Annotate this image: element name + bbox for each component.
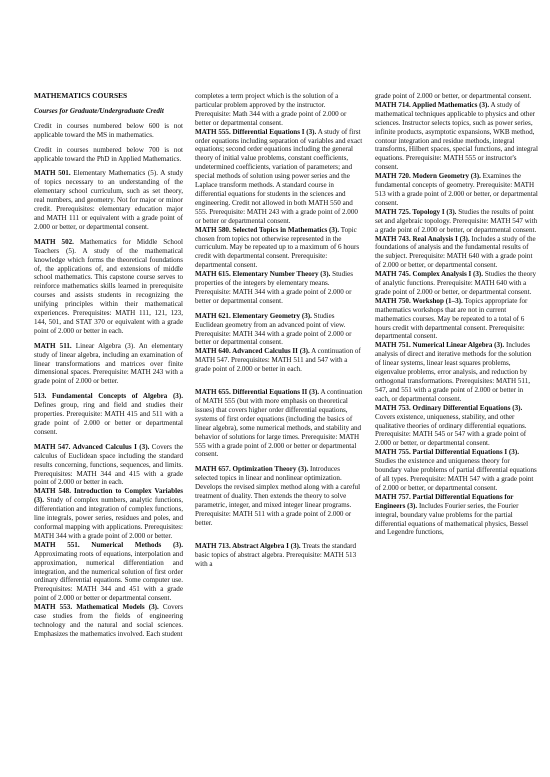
course-description: Studies properties of the integers by elementary means. Prerequisite: MATH 344 with a grade point of 2.000 or better or departmental consent. [195,270,354,305]
credit-note-600: Credit in courses numbered below 600 is not applicable toward the MS in mathematics. [34,121,183,139]
course-description: Defines group, ring and field and studies their properties. Prerequisite: MATH 415 and 511 with a grade point of 2.000 or better or departmental consent. [34,401,183,436]
course-description: Topic chosen from topics not otherwise represented in the curriculum. May be repeated up to a maximum of 6 hours credit with departmental consent. Prerequisite: departmental consent. [195,225,360,270]
course-description: Linear Algebra (3). An elementary study of linear algebra, including an examination of linear transformations and matrices over finite dimensional spaces. Prerequisite: MATH 243 with a grade point of 2.000 or better. [34,341,183,386]
course-math-553 [34,603,183,639]
section-heading: MATHEMATICS COURSES [34,91,128,100]
column-spacer [195,528,363,536]
course-math-551 [34,541,183,603]
course-description: Covers case studies from the fields of engineering technology and the natural and social sciences. Emphasizes the mathematics involved. Each student [34,603,183,638]
section-subheading: Courses for Graduate/Undergraduate Credit [34,106,164,115]
course-description: Elementary Mathematics (5). A study of topics necessary to an understanding of the elementary school curriculum, such as set theory, real numbers, and geometry. Not for major or minor credit. Prerequisites: elementary education major and MATH 111 or equivalent with a grade point of 2.000 or better, or departmental consent. [34,169,183,231]
course-description: A continuation of MATH 547. Prerequisites: MATH 511 and 547 with a grade point of 2.000 or better in each. [195,347,361,374]
course-math-511 [34,342,183,387]
course-title: MATH 714. Applied Mathematics (3). [375,100,490,109]
column-2 [195,92,363,639]
course-title: MATH 511. [34,341,72,350]
course-math-750 [375,297,538,342]
course-title: MATH 713. Abstract Algebra I (3). [195,541,301,550]
course-math-640 [195,347,363,374]
course-continuation: grade point of 2.000 or better, or departmental consent. [375,92,532,100]
course-title: MATH 502. [34,237,74,246]
course-math-757 [375,493,538,538]
course-title: MATH 621. Elementary Geometry (3). [195,311,312,320]
course-title: MATH 547. Advanced Calculus I (3). [34,442,150,451]
course-description: A continuation of MATH 555 (but with more emphasis on theoretical issues) that covers higher order differential equations, systems of first order equations (including the basics of linear algebra), some numerical methods, and stability and behavior of solutions for large times. Prerequisite: MATH 555 with a grade point of 2.000 or better or departmental consent. [195,388,363,459]
course-math-751 [375,341,538,403]
course-description: Studies the theory of analytic functions. Prerequisite: MATH 640 with a grade point of 2.000 or better, or departmental consent. [375,270,537,296]
course-title: MATH 757. Partial Differential Equations for Engineers (3). [375,492,514,510]
course-title: MATH 640. Advanced Calculus II (3). [195,347,310,356]
course-description: Studies Euclidean geometry from an advanced point of view. Prerequisite: MATH 344 with a grade point of 2.000 or better or departmental consent. [195,311,352,347]
course-description: Topics appropriate for mathematics workshops that are not in current mathematics courses. May be repeated to a total of 6 hours credit with departmental consent. Prerequisite: departmental consent. [375,296,528,341]
course-title: MATH 751. Numerical Linear Algebra (3). [375,341,505,350]
course-math-725 [375,208,538,235]
column-3 [375,92,538,639]
course-description: Treats the standard basic topics of abstract algebra. Prerequisite: MATH 513 with a [195,541,357,568]
credit-note-700: Credit in courses numbered below 700 is not applicable toward the PhD in Applied Mathematics. [34,145,183,163]
course-math-548 [34,487,183,540]
course-description: Includes analysis of direct and iterative methods for the solution of linear systems, linear least squares problems, eigenvalue problems, error analysis, and reduction by orthogonal transformations. Prerequisites: MATH 511, 547, and 551 with a grade point of 2.000 or better in each, or departmental consent. [375,341,532,403]
course-description: Studies the existence and uniqueness theory for boundary value problems of partial differential equations of all types. Prerequisite: MATH 547 with a grade point of 2.000 or better, or departmental consent. [375,457,537,492]
column-spacer [195,374,363,382]
course-continuation: completes a term project which is the solution of a particular problem approved by the instructor. Prerequisite: Math 344 with a grade point of 2.000 or better or departmental consent. [195,92,347,127]
course-description: Covers the calculus of Euclidean space including the standard results concerning, functions, sequences, and limits. Prerequisites: MATH 344 and 415 with a grade point of 2.000 or better in each. [34,442,184,487]
course-title: MATH 615. Elementary Number Theory (3). [195,270,331,279]
three-column-layout [34,91,538,639]
course-title: MATH 555. Differential Equations I (3). [195,127,317,136]
course-math-745 [375,270,538,297]
course-title: MATH 755. Partial Differential Equations I (3). [375,448,519,457]
course-title: MATH 743. Real Analysis I (3). [375,234,470,243]
course-description: A study of mathematical techniques applicable to physics and other sciences. Instructor selects topics, such as power series, infinite products, asymptotic expansions, WKB method, contour integration and residue methods, integral transforms, Hilbert spaces, special functions, and integral equations. Prerequisite: MATH 555 or instructor's consent. [375,100,538,172]
course-math-502 [34,238,183,336]
course-math-755 [375,448,538,493]
course-title: MATH 745. Complex Analysis I (3). [375,270,484,279]
course-math-615 [195,270,363,306]
course-title: MATH 725. Topology I (3). [375,207,457,216]
course-title: MATH 750. Workshop (1–3). [375,296,463,305]
course-title: MATH 501. [34,169,71,178]
course-description: Includes a study of the foundations of analysis and the fundamental results of the subject. Prerequisite: MATH 640 with a grade point of 2.000 or better, or departmental consent. [375,234,536,270]
course-math-621 [195,312,363,348]
course-description: Mathematics for Middle School Teachers (5). A study of the mathematical knowledge which forms the theoretical foundations of, the applications of, and extensions of middle school mathematics. This capstone course serves to reinforce mathematics skills learned in prerequisite courses and assists students in recognizing the unifying principles within their mathematical experiences. Prerequisites: MATH 111, 121, 123, 144, 501, and STAT 370 or equivalent with a grade point of 2.000 or better in each. [34,237,184,335]
course-math-501 [34,169,183,231]
course-description: Covers existence, uniqueness, stability, and other qualitative theories of ordinary differential equations. Prerequisite: MATH 545 or 547 with a grade point of 2.000 or better, or departmental consent. [375,412,527,448]
course-math-743 [375,235,538,271]
course-description: Examines the fundamental concepts of geometry. Prerequisite: MATH 513 with a grade point of 2.000 or better, or departmental consent. [375,172,538,207]
course-math-720 [375,172,538,208]
course-math-655 [195,388,363,459]
course-math-555 [195,128,363,226]
course-title: 513. Fundamental Concepts of Algebra (3). [34,392,183,401]
course-math-513 [34,392,183,437]
course-title: MATH 655. Differential Equations II (3). [195,388,320,397]
course-description: Studies the results of point set and algebraic topology. Prerequisite: MATH 547 with a grade point of 2.000 or better, or departmental consent. [375,207,538,234]
course-description: Approximating roots of equations, interpolation and approximation, numerical differentiation and integration, and the numerical solution of first order ordinary differential equations. Some computer use. Prerequisites: MATH 344 and 451 with a grade point of 2.000 or better or departmental consent. [34,549,183,603]
course-title: MATH 553. Mathematical Models (3). [34,603,159,612]
course-title: MATH 551. Numerical Methods (3). [34,540,183,549]
course-title: MATH 657. Optimization Theory (3). [195,465,309,474]
course-title: MATH 753. Ordinary Differential Equations (3). [375,403,523,412]
course-math-580 [195,226,363,271]
course-title: MATH 548. Introduction to Complex Variables (3). [34,487,183,505]
course-math-753 [375,404,538,449]
course-description: Includes Fourier series, the Fourier integral, boundary value problems for the partial differential equations of mathematical physics, Bessel and Legendre functions, [375,501,529,537]
column-1 [34,92,183,639]
course-math-713 [195,542,363,569]
course-description: Study of complex numbers, analytic functions, differentiation and integration of complex functions, line integrals, power series, residues and poles, and conformal mapping with applications. Prerequisites: MATH 344 with a grade point of 2.000 or better. [34,496,183,540]
course-math-714 [375,101,538,172]
course-title: MATH 580. Selected Topics in Mathematics (3). [195,225,340,234]
course-math-657 [195,465,363,527]
course-description: Introduces selected topics in linear and nonlinear optimization. Develops the revised simplex method along with a careful treatment of duality. Then extends the theory to solve parametric, integer, and mixed integer linear programs. Prerequisite: MATH 511 with a grade point of 2.000 or better. [195,465,361,527]
course-math-547 [34,443,183,488]
course-description: A study of first order equations including separation of variables and exact equations; second order equations including the general theory of initial value problems, constant coefficients, undetermined coefficients, variation of parameters; and special methods of solution using power series and the Laplace transform methods. A standard course in differential equations for students in the sciences and engineering. Credit not allowed in both MATH 550 and 555. Prerequisite: MATH 243 with a grade point of 2.000 or better or departmental consent. [195,127,363,225]
course-title: MATH 720. Modern Geometry (3). [375,172,481,181]
